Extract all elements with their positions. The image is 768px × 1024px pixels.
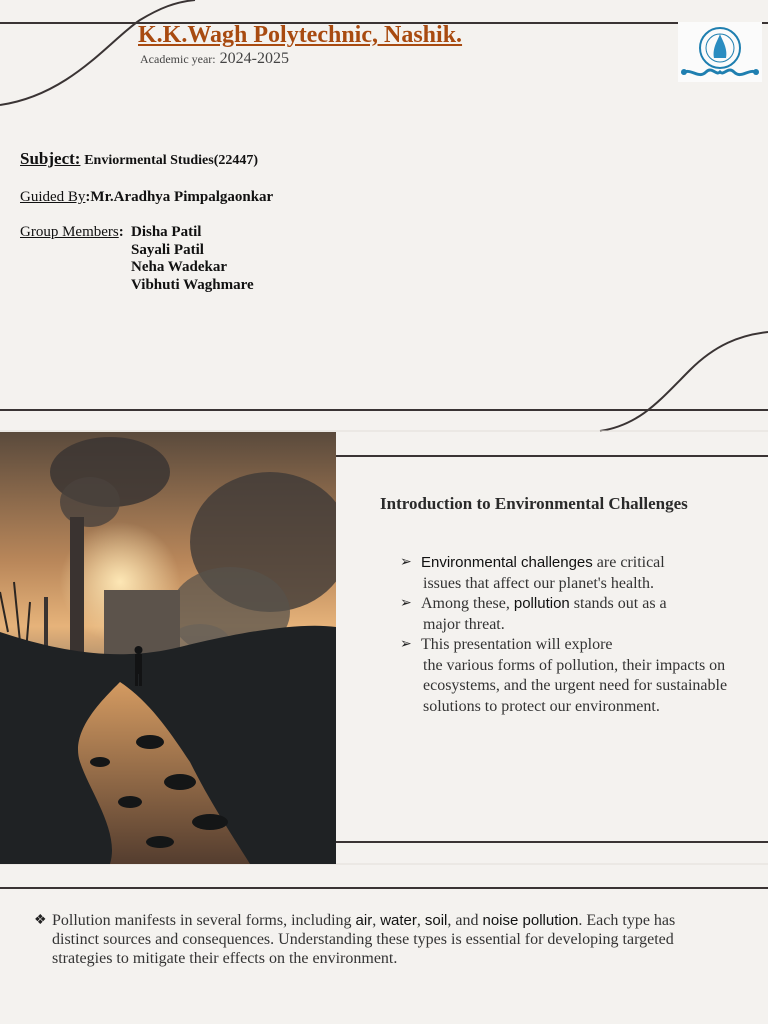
paragraph-text xyxy=(34,911,714,968)
bullet-highlight: Environmental challenges xyxy=(421,554,593,571)
intro-bullet-list xyxy=(400,553,740,717)
diamond-bullet-icon: ❖ xyxy=(34,913,47,928)
group-members-sep: : xyxy=(118,224,124,240)
bullet-highlight: pollution xyxy=(513,595,570,612)
guided-by-label: Guided By xyxy=(20,189,86,205)
keyword-air: air xyxy=(355,912,373,929)
list-item xyxy=(400,635,740,717)
intro-heading: Introduction to Environmental Challenges xyxy=(380,494,688,513)
factory-smoke-photo xyxy=(0,432,336,864)
member-name: Disha Patil xyxy=(131,224,202,240)
text-run: . Each type has distinct sources and consequences. Understanding these types is essential for developing targeted strategies to mitigate their effects on the environment. xyxy=(52,912,676,967)
bullet-continuation: major threat. xyxy=(423,615,505,633)
text-run: Pollution manifests in several forms, including xyxy=(52,912,356,929)
group-members-line xyxy=(20,224,124,241)
keyword-water: water xyxy=(380,912,417,929)
bullet-continuation: the various forms of pollution, their impacts on ecosystems, and the urgent need for sustainable solutions to protect our environment. xyxy=(423,656,728,715)
member-name: Vibhuti Waghmare xyxy=(131,276,254,293)
bullet-text: are critical xyxy=(592,554,665,571)
bullet-continuation: issues that affect our planet's health. xyxy=(423,574,654,592)
academic-year-label: Academic year: xyxy=(140,52,216,66)
text-run: , xyxy=(372,912,381,929)
list-item xyxy=(400,553,740,594)
subject-line xyxy=(20,149,258,169)
group-members-list xyxy=(131,224,254,294)
guided-by-line xyxy=(20,189,273,206)
member-name: Neha Wadekar xyxy=(131,259,227,275)
subject-label: Subject: xyxy=(20,149,81,168)
arrow-bullet-icon: ➢ xyxy=(400,555,412,570)
pollution-forms-paragraph xyxy=(34,911,714,968)
bullet-text: This presentation will explore xyxy=(421,636,613,653)
bullet-text: Among these, xyxy=(421,595,514,612)
bullet-text: stands out as a xyxy=(569,595,667,612)
arrow-bullet-icon: ➢ xyxy=(400,637,412,652)
list-item xyxy=(400,594,740,635)
academic-year xyxy=(140,50,289,68)
member-name: Sayali Patil xyxy=(131,241,204,258)
keyword-noise-pollution: noise pollution xyxy=(482,912,579,929)
guided-by-value: :Mr.Aradhya Pimpalgaonkar xyxy=(85,189,274,205)
academic-year-value: 2024-2025 xyxy=(219,50,289,67)
text-run: , xyxy=(416,912,425,929)
keyword-soil: soil xyxy=(424,912,448,929)
college-title: K.K.Wagh Polytechnic, Nashik. xyxy=(138,22,463,48)
subject-value: Enviormental Studies(22447) xyxy=(84,153,259,168)
college-emblem-icon xyxy=(678,22,762,82)
text-run: , and xyxy=(447,912,483,929)
group-members-label: Group Members xyxy=(20,224,119,240)
arrow-bullet-icon: ➢ xyxy=(400,596,412,611)
